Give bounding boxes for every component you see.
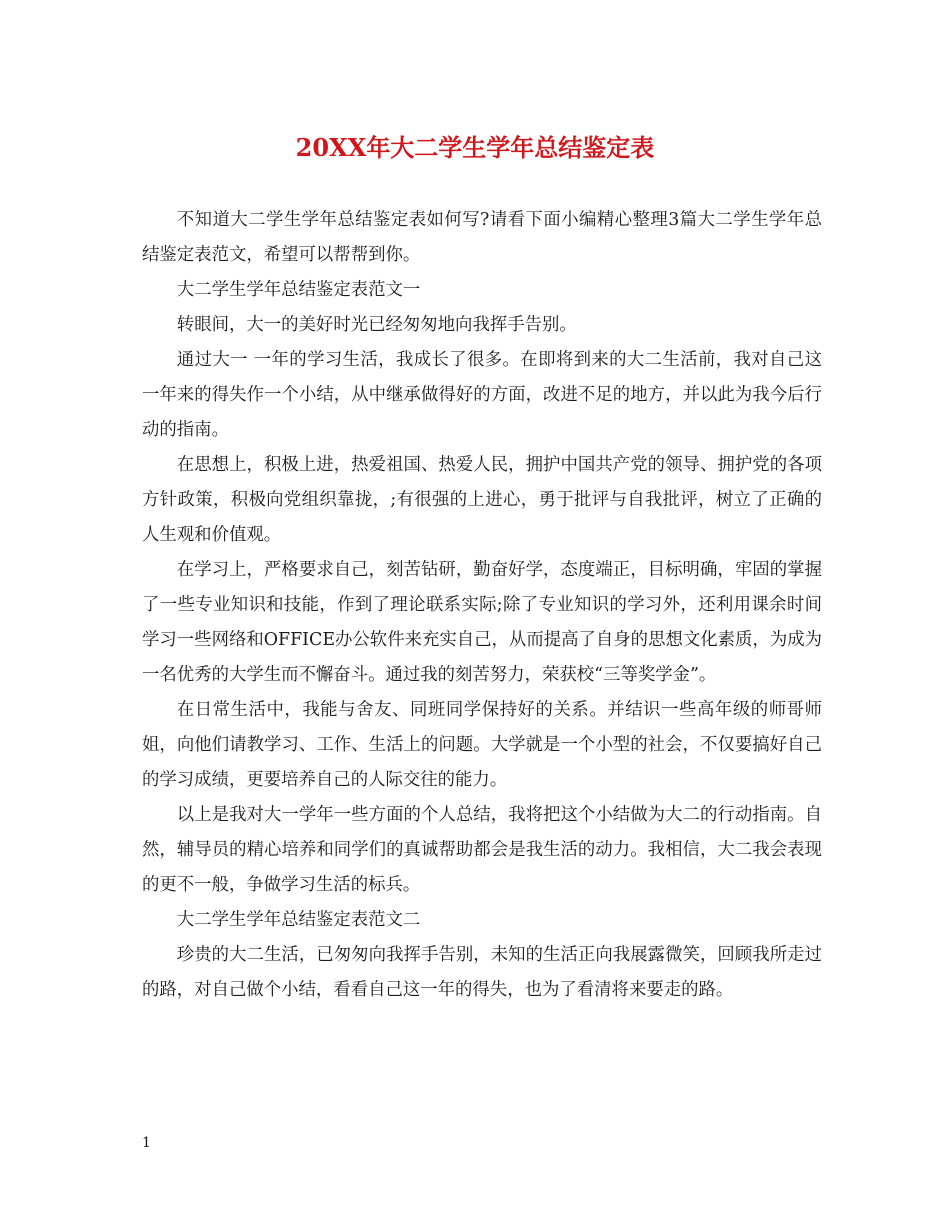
body-paragraph: 在学习上，严格要求自己，刻苦钻研，勤奋好学，态度端正，目标明确，牢固的掌握了一些专业知识和技能，作到了理论联系实际;除了专业知识的学习外，还利用课余时间学习一些网络和OFFICE办公软件来充实自己，从而提高了自身的思想文化素质，为成为一名优秀的大学生而不懈奋斗。通过我的刻苦努力，荣获校“三等奖学金”。 <box>142 560 822 685</box>
body-paragraph: 珍贵的大二生活，已匆匆向我挥手告别，未知的生活正向我展露微笑，回顾我所走过的路，对自己做个小结，看看自己这一年的得失，也为了看清将来要走的路。 <box>142 945 822 1000</box>
document-title: 20XX年大二学生学年总结鉴定表 <box>295 133 655 162</box>
intro-paragraph: 不知道大二学生学年总结鉴定表如何写?请看下面小编精心整理3篇大二学生学年总结鉴定表范文，希望可以帮帮到你。 <box>142 210 822 265</box>
body-paragraph: 在思想上，积极上进，热爱祖国、热爱人民，拥护中国共产党的领导、拥护党的各项方针政策，积极向党组织靠拢，;有很强的上进心，勇于批评与自我批评，树立了正确的人生观和价值观。 <box>142 455 822 545</box>
body-paragraph: 转眼间，大一的美好时光已经匆匆地向我挥手告别。 <box>176 315 577 335</box>
document-body <box>142 203 822 1008</box>
body-paragraph: 通过大一 一年的学习生活，我成长了很多。在即将到来的大二生活前，我对自己这一年来的得失作一个小结，从中继承做得好的方面，改进不足的地方，并以此为我今后行动的指南。 <box>142 350 822 440</box>
body-paragraph: 在日常生活中，我能与舍友、同班同学保持好的关系。并结识一些高年级的师哥师姐，向他们请教学习、工作、生活上的问题。大学就是一个小型的社会，不仅要搞好自己的学习成绩，更要培养自己的人际交往的能力。 <box>142 700 822 790</box>
body-paragraph: 以上是我对大一学年一些方面的个人总结，我将把这个小结做为大二的行动指南。自然，辅导员的精心培养和同学们的真诚帮助都会是我生活的动力。我相信，大二我会表现的更不一般，争做学习生活的标兵。 <box>142 805 822 895</box>
page-number: 1 <box>142 1135 151 1151</box>
section-heading-sample-two: 大二学生学年总结鉴定表范文二 <box>176 910 421 930</box>
section-heading-sample-one: 大二学生学年总结鉴定表范文一 <box>176 280 421 300</box>
